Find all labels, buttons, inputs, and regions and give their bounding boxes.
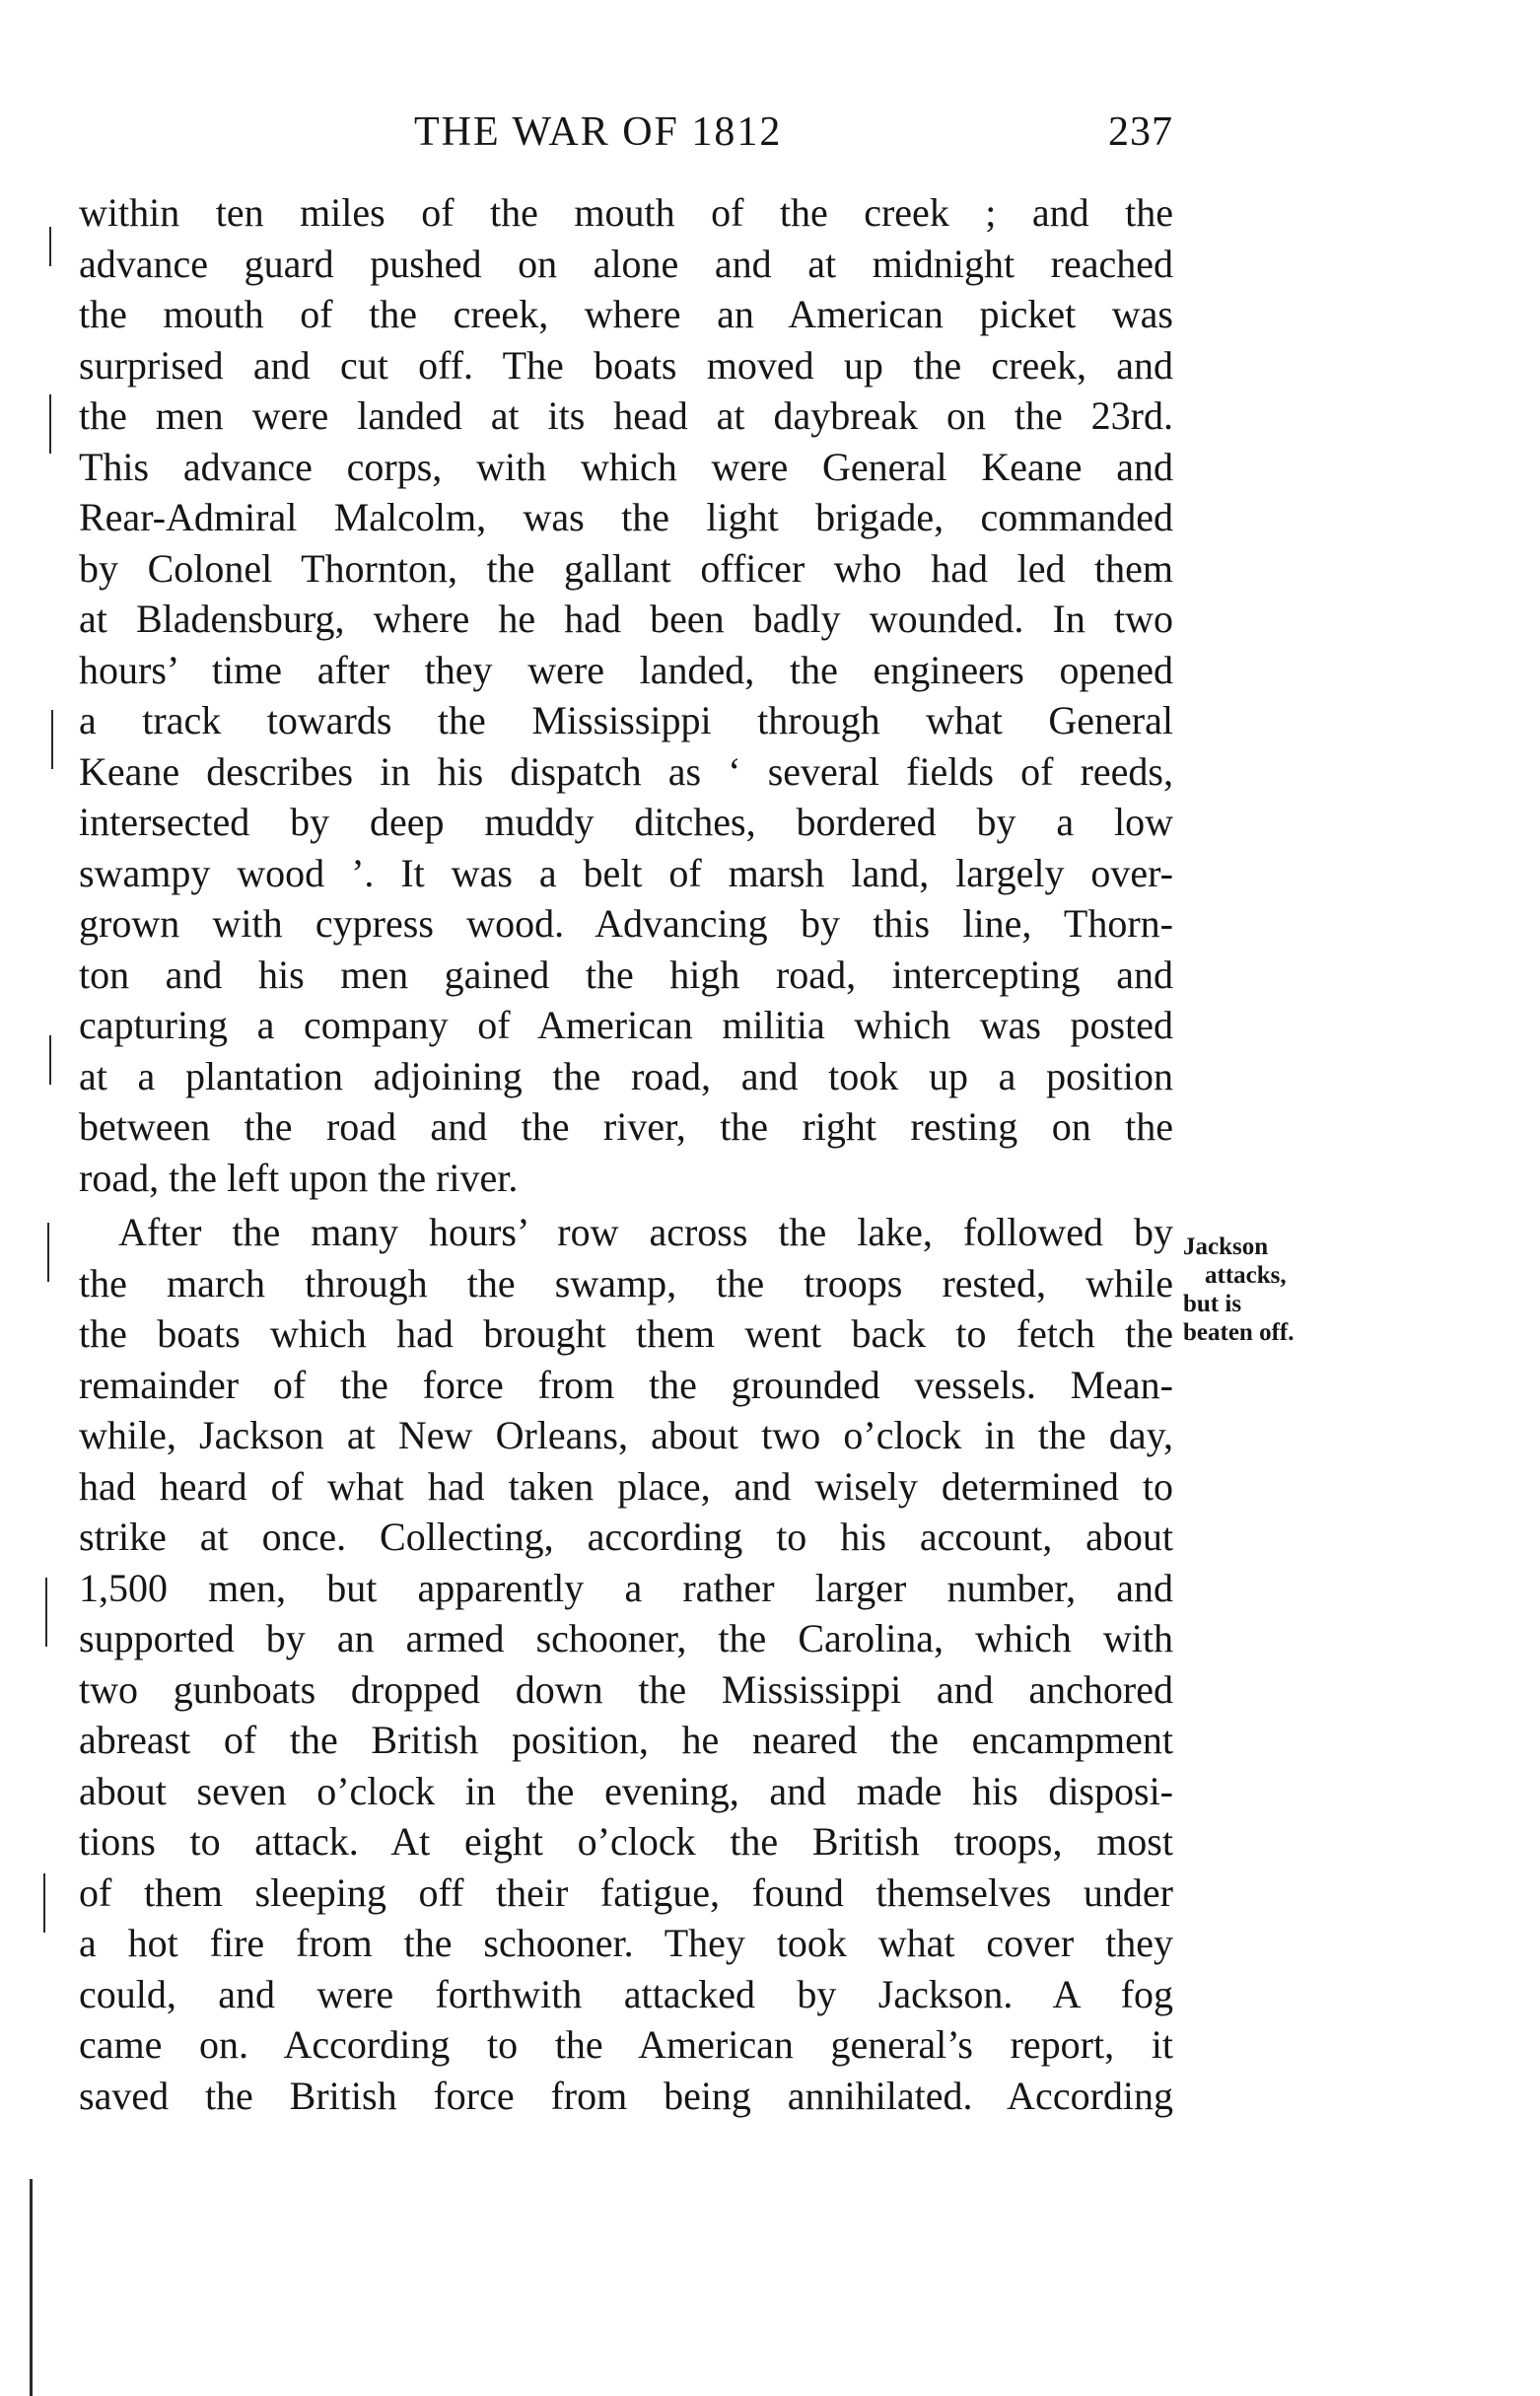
text-line: the boats which had brought them went back to fetch the	[79, 1311, 1173, 1356]
page-number: 237	[1108, 109, 1173, 155]
text-line: Rear-Admiral Malcolm, was the light brigade, commanded	[79, 495, 1173, 539]
marginal-note-line: beaten off.	[1183, 1319, 1295, 1346]
text-line: This advance corps, with which were General Keane and	[79, 444, 1173, 489]
text-line: Keane describes in his dispatch as ‘ several fields of reeds,	[79, 748, 1173, 794]
running-head	[79, 108, 1173, 168]
text-line: had heard of what had taken place, and wisely determined to	[79, 1463, 1173, 1509]
scan-gutter-mark	[49, 227, 51, 266]
text-line: two gunboats dropped down the Mississippi and anchored	[79, 1666, 1173, 1712]
text-line: a hot fire from the schooner. They took what cover they	[79, 1921, 1173, 1965]
text-line: advance guard pushed on alone and at midnight reached	[79, 241, 1173, 286]
text-line: supported by an armed schooner, the Carolina, which with	[79, 1616, 1173, 1660]
text-line: surprised and cut off. The boats moved up the creek, and	[79, 342, 1173, 388]
scan-gutter-mark	[51, 710, 53, 769]
text-line: remainder of the force from the grounded vessels. Mean-	[79, 1362, 1173, 1407]
scan-gutter-mark	[45, 1578, 47, 1647]
text-line: at a plantation adjoining the road, and took up a position	[79, 1053, 1173, 1098]
running-title: THE WAR OF 1812	[414, 109, 783, 155]
text-line: while, Jackson at New Orleans, about two o’clock in the day,	[79, 1413, 1173, 1457]
paragraph-2	[79, 1207, 1173, 2121]
text-line: about seven o’clock in the evening, and made his disposi-	[79, 1768, 1173, 1813]
text-line: intersected by deep muddy ditches, bordered by a low	[79, 800, 1173, 844]
scan-gutter-mark	[43, 1873, 45, 1933]
scan-gutter-mark	[47, 1223, 49, 1282]
text-line: tions to attack. At eight o’clock the British troops, most	[79, 1819, 1173, 1864]
text-line: ton and his men gained the high road, intercepting and	[79, 951, 1173, 997]
text-line: 1,500 men, but apparently a rather larger number, and	[79, 1565, 1173, 1610]
text-line: by Colonel Thornton, the gallant officer who had led them	[79, 545, 1173, 591]
text-line: saved the British force from being annihilated. According	[79, 2073, 1173, 2118]
text-line: at Bladensburg, where he had been badly wounded. In two	[79, 597, 1173, 641]
marginal-note-line: but is	[1183, 1291, 1242, 1317]
text-line: a track towards the Mississippi through what General	[79, 698, 1173, 742]
scan-gutter-mark	[30, 2179, 33, 2396]
text-line: the march through the swamp, the troops rested, while	[79, 1260, 1173, 1305]
text-line: could, and were forthwith attacked by Jackson. A fog	[79, 1971, 1173, 2016]
text-line: capturing a company of American militia which was posted	[79, 1003, 1173, 1047]
marginal-note	[1183, 1233, 1341, 1347]
text-line: road, the left upon the river.	[79, 1155, 519, 1200]
text-line: After the many hours’ row across the lake, followed by	[118, 1210, 1173, 1254]
scan-gutter-mark	[49, 1035, 51, 1085]
text-line: the mouth of the creek, where an American picket was	[79, 292, 1173, 336]
text-line: within ten miles of the mouth of the creek ; and the	[79, 190, 1173, 235]
text-line: grown with cypress wood. Advancing by this line, Thorn-	[79, 901, 1173, 946]
body-text	[79, 187, 1173, 2121]
text-line: swampy wood ’. It was a belt of marsh land, largely over-	[79, 850, 1173, 895]
text-line: abreast of the British position, he neared the encampment	[79, 1718, 1173, 1762]
marginal-note-line: Jackson	[1183, 1233, 1269, 1260]
text-line: strike at once. Collecting, according to his account, about	[79, 1515, 1173, 1559]
paragraph-1	[79, 187, 1173, 1203]
text-line: between the road and the river, the right resting on the	[79, 1104, 1173, 1149]
text-line: came on. According to the American general’s report, it	[79, 2022, 1173, 2067]
marginal-note-line: attacks,	[1205, 1262, 1287, 1289]
text-line: of them sleeping off their fatigue, found themselves under	[79, 1869, 1173, 1915]
text-line: hours’ time after they were landed, the engineers opened	[79, 647, 1173, 692]
scan-gutter-mark	[49, 394, 51, 454]
text-line: the men were landed at its head at daybreak on the 23rd.	[79, 393, 1173, 438]
